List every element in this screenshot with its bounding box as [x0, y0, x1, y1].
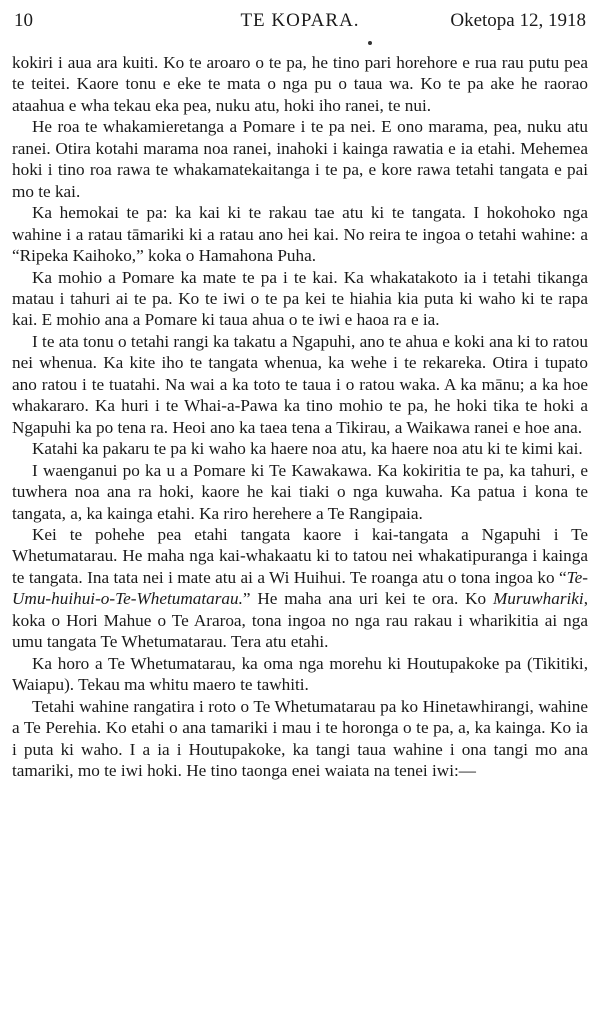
paragraph: kokiri i aua ara kuiti. Ko te aroaro o te pa, he tino pari horehore e rua rau putu pea te teitei. Kaore tonu e eke te mata o nga pu o taua wa. Ko te pa ake he raorao ataahua e wha tekau eka pea, nuku atu, hoki iho ranei, te nui.	[12, 53, 588, 115]
paragraph: Ka mohio a Pomare ka mate te pa i te kai. Ka whakatakoto ia i tetahi tikanga matau i tahuri ai te pa. Ko te iwi o te pa kei te hiahia kia puta ki waho ki te rapa kai. E mohio ana a Pomare ki taua ahua o te iwi e haoa ra e ia.	[12, 267, 588, 330]
paragraph-text: ” He maha ana uri kei te ora. Ko	[242, 589, 493, 609]
paragraph-text: , koka o Hori Mahue o Te Araroa, tona ingoa no nga rau rakau i wharikitia ai nga umu tangata Te Whetumatarau. Tera atu etahi.	[12, 589, 588, 652]
issue-date: Oketopa 12, 1918	[450, 10, 586, 31]
page-number: 10	[14, 10, 33, 31]
paragraph: He roa te whakamieretanga a Pomare i te pa nei. E ono marama, pea, nuku atu ranei. Otira kotahi marama noa ranei, inahoki i kainga rawatia e ia etahi. Mehemea hoki i tino roa rawa te whakamatekaitanga i te pa, e kore rawa tetahi tangata e pai mo te kai.	[12, 117, 588, 201]
paragraph: I waenganui po ka u a Pomare ki Te Kawakawa. Ka kokiritia te pa, ka tahuri, e tuwhera noa ana ra hoki, kaore he kai tiaki o nga kuwaha. Ka patua i kona te tangata, a, ka kainga etahi. Ka riro herehere a Te Rangipaia.	[12, 460, 588, 523]
paragraph: Tetahi wahine rangatira i roto o Te Whetumatarau pa ko Hinetawhirangi, wahine a Te Perehia. Ko etahi o ana tamariki i mau i te horonga o te pa, a, ka kainga. Ko ia i puta ki waho. I a ia i Houtupakoke, ka tangi taua wahine i ona tangi mo ana tamariki, mo te iwi hoki. He tino taonga enei waiata na tenei iwi:—	[12, 696, 588, 780]
article-body	[12, 52, 588, 781]
newspaper-title: TE KOPARA.	[240, 10, 360, 31]
italic-name: Te-Umu-huihui-o-Te-Whetumatarau.	[12, 567, 588, 609]
paragraph: Ka horo a Te Whetumatarau, ka oma nga morehu ki Houtupakoke pa (Tikitiki, Waiapu). Tekau ma whitu maero te tawhiti.	[12, 653, 588, 695]
paragraph: I te ata tonu o tetahi rangi ka takatu a Ngapuhi, ano te ahua e koki ana ki to ratou nei whenua. Ka kite iho te tangata whenua, ka wehe i te rekareka. Otira i tupato ano ratou i te tuatahi. Na wai a ka toto te taua i o ratou waka. A ka mānu; a ka hoe whakararo. Ka huri i te Whai-a-Pawa ka tino mohio te pa, he hoki tika te hoki a Ngapuhi ka po tena ra. Heoi ano ka taea tena a Tikirau, a Waikawa ranei e hoe ana.	[12, 331, 588, 437]
page-header	[12, 6, 588, 36]
paragraph-text: Kei te pohehe pea etahi tangata kaore i kai-tangata a Ngapuhi i Te Whetumatarau. He maha nga kai-whakaatu ki to tatou nei whakatipuranga i kainga te tangata. Ina tata nei i mate atu ai a Wi Huihui. Te roanga atu o tona ingoa ko “	[12, 524, 588, 587]
printer-mark	[368, 41, 372, 45]
italic-name: Muruwhariki	[492, 589, 584, 609]
paragraph: Ka hemokai te pa: ka kai ki te rakau tae atu ki te tangata. I hokohoko nga wahine i a ratau tāmariki ki a ratau ano hei kai. No reira te ingoa o tetahi wahine: a “Ripeka Kaihoko,” koka o Hamahona Puha.	[12, 203, 588, 266]
paragraph	[12, 524, 588, 653]
paragraph: Katahi ka pakaru te pa ki waho ka haere noa atu, ka haere noa atu ki te kimi kai.	[32, 439, 583, 459]
